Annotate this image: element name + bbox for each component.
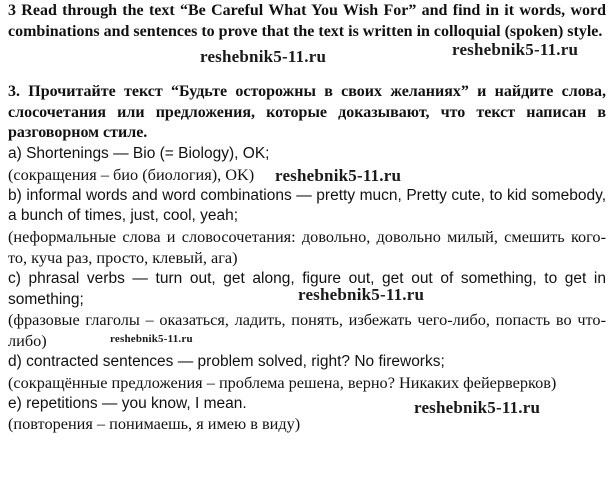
answer-b-english: b) informal words and word combinations — pretty mucn, Pretty cute, to kid somebody, a bunch of times, just, cool, yeah; [8, 186, 606, 225]
watermark: reshebnik5-11.ru [414, 398, 541, 417]
answer-d-russian: (сокращённые предложения – проблема решена, верно? Никаких фейерверков) [8, 372, 557, 392]
watermark: reshebnik5-11.ru [275, 166, 402, 185]
watermark: reshebnik5-11.ru [452, 40, 579, 59]
answer-c-russian: (фразовые глаголы – оказаться, ладить, понять, избежать чего-либо, попасть во что-либо) [8, 310, 606, 351]
watermark: reshebnik5-11.ru [200, 47, 327, 66]
answer-a-english: a) Shortenings — Bio (= Biology), OK; [8, 145, 270, 162]
answer-b-russian: (неформальные слова и словосочетания: довольно, довольно милый, смешить кого-то, куча раз, просто, клевый, ага) [8, 227, 606, 267]
answer-e-english: e) repetitions — you know, I mean. [8, 394, 247, 412]
task-heading-english: 3 Read through the text “Be Careful What You Wish For” and find in it words, word combinations and sentences to prove that the text is written in colloquial (spoken) style. [8, 2, 606, 40]
watermark: reshebnik5-11.ru [110, 333, 193, 345]
answer-e-russian: (повторения – понимаешь, я имею в виду) [8, 414, 301, 434]
task-heading-russian: 3. Прочитайте текст “Будьте осторожны в своих желаниях” и найдите слова, слосочетания или предложения, которые доказывают, что текст написан в разговорном стиле. [8, 83, 606, 141]
answer-a-russian: (сокращения – био (биология), OK) [8, 164, 255, 184]
watermark: reshebnik5-11.ru [298, 285, 425, 304]
answer-d-english: d) contracted sentences — problem solved, right? No fireworks; [8, 352, 445, 370]
answer-c-english: c) phrasal verbs — turn out, get along, figure out, get out of something, to get in something; [8, 269, 606, 308]
